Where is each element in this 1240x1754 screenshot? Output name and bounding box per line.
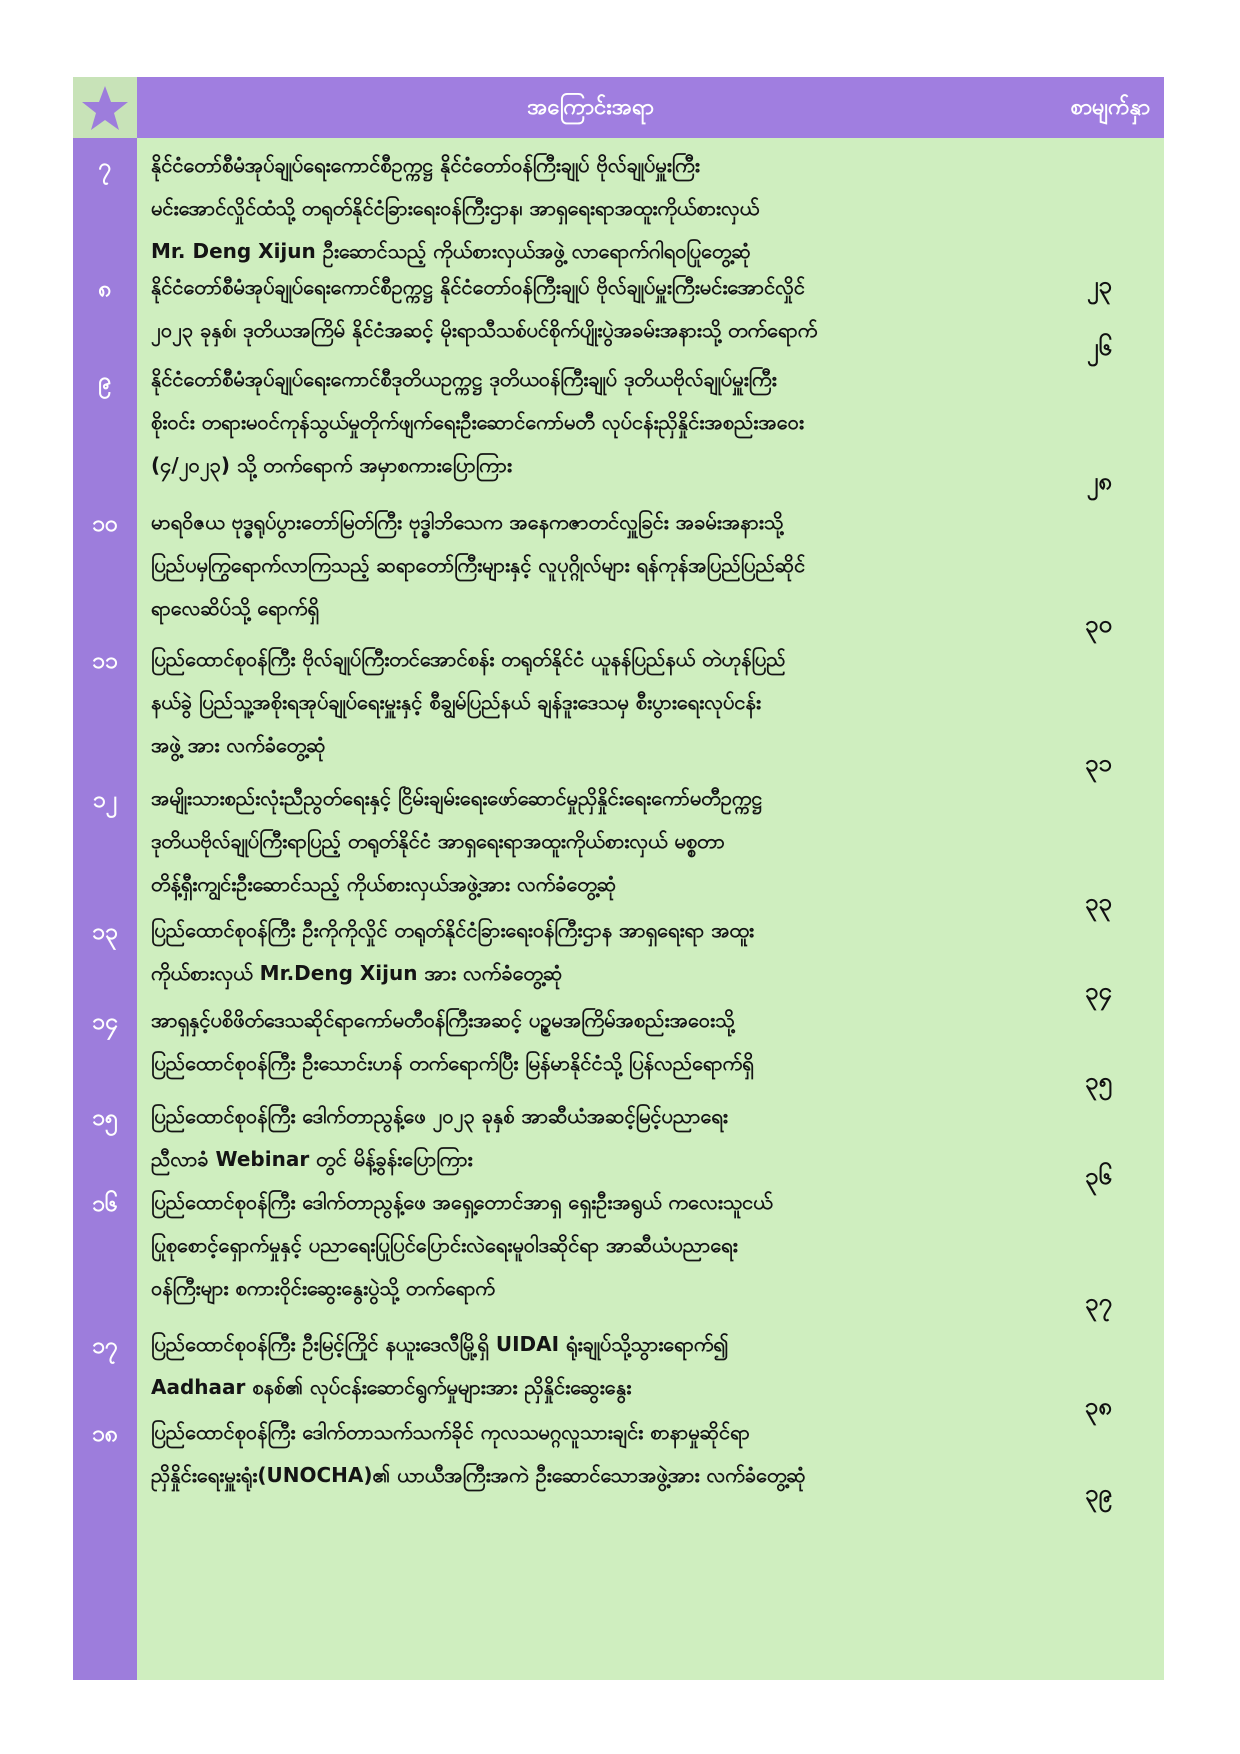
entry-page-number: ၃၅	[1085, 1067, 1112, 1095]
entry-title: နိုင်ငံတော်စီမံအုပ်ချုပ်ရေးကောင်စီဥက္ကဋ္ဌ နိုင်ငံတော်ဝန်ကြီးချုပ် ဗိုလ်ချုပ်မှူးကြီး မင်းအောင်လှိုင်ထံသို့ တရုတ်နိုင်ငံခြားရေးဝန်ကြီးဌာန၊ အာရှရေးရာအထူးကိုယ်စားလှယ် Mr. Deng Xijun ဦးဆောင်သည့် ကိုယ်စားလှယ်အဖွဲ့ လာရောက်ဂါရဝပြုတွေ့ဆုံ	[151, 153, 760, 263]
entry-title: ပြည်ထောင်စုဝန်ကြီး ဒေါက်တာသက်သက်ခိုင် ကုလသမဂ္ဂလူသားချင်း စာနာမှုဆိုင်ရာ ညှိနှိုင်းရေးမှူးရုံး(UNOCHA)၏ ယာယီအကြီးအကဲ ဦးဆောင်သောအဖွဲ့အား လက်ခံတွေ့ဆုံ	[151, 1420, 806, 1487]
entry-number: ၈	[98, 276, 112, 302]
entry-page-number: ၃၇	[1085, 1288, 1112, 1316]
entry-page-number: ၃၁	[1085, 749, 1112, 777]
star-icon	[80, 83, 130, 133]
entry-number: ၁၁	[92, 648, 118, 674]
entry-title: အမျိုးသားစည်းလုံးညီညွတ်ရေးနှင့် ငြိမ်းချမ်းရေးဖော်ဆောင်မှုညှိနှိုင်းရေးကော်မတီဥက္ကဋ္ဌ ဒုတိယဗိုလ်ချုပ်ကြီးရာပြည့် တရုတ်နိုင်ငံ အာရှရေးရာအထူးကိုယ်စားလှယ် မစ္စတာ တိန့်ရှီးကျွင်းဦးဆောင်သည့် ကိုယ်စားလှယ်အဖွဲ့အား လက်ခံတွေ့ဆုံ	[151, 786, 763, 896]
entry-number: ၁၀	[92, 511, 118, 537]
entry-page-number: ၂၃	[1086, 271, 1112, 299]
star-cell	[73, 77, 137, 138]
entry-title: ပြည်ထောင်စုဝန်ကြီး ဗိုလ်ချုပ်ကြီးတင်အောင်စန်း တရုတ်နိုင်ငံ ယူနန်ပြည်နယ် တဲဟုန်ပြည် နယ်ခွဲ ပြည်သူ့အစိုးရအုပ်ချုပ်ရေးမှူးနှင့် စီချွမ်ပြည်နယ် ချန်ဒူးဒေသမှ စီးပွားရေးလုပ်ငန်း အဖွဲ့ အား လက်ခံတွေ့ဆုံ	[151, 647, 786, 757]
entry-number: ၁၇	[92, 1333, 118, 1359]
entry-title: နိုင်ငံတော်စီမံအုပ်ချုပ်ရေးကောင်စီဥက္ကဋ္ဌ နိုင်ငံတော်ဝန်ကြီးချုပ် ဗိုလ်ချုပ်မှူးကြီးမင်းအောင်လှိုင် ၂၀၂၃ ခုနှစ်၊ ဒုတိယအကြိမ် နိုင်ငံအဆင့် မိုးရာသီသစ်ပင်စိုက်ပျိုးပွဲအခမ်းအနားသို့ တက်ရောက်	[151, 275, 818, 342]
entry-number: ၁၆	[92, 1191, 118, 1217]
entry-number: ၇	[98, 154, 112, 180]
entry-number: ၁၅	[92, 1105, 118, 1131]
entry-page-number: ၃၃	[1085, 888, 1112, 916]
entry-number: ၁၄	[92, 1009, 118, 1035]
entry-number: ၁၃	[92, 919, 118, 945]
entry-title: ပြည်ထောင်စုဝန်ကြီး ဦးမြင့်ကြိုင် နယူးဒေလီမြို့ရှိ UIDAI ရုံးချုပ်သို့သွားရောက်၍ Aadhaar စနစ်၏ လုပ်ငန်းဆောင်ရွက်မှုများအား ညှိနှိုင်းဆွေးနွေး	[151, 1332, 729, 1399]
entry-number: ၉	[98, 368, 112, 394]
table-of-contents	[73, 77, 1164, 1680]
entry-title: နိုင်ငံတော်စီမံအုပ်ချုပ်ရေးကောင်စီဒုတိယဥက္ကဋ္ဌ ဒုတိယဝန်ကြီးချုပ် ဒုတိယဗိုလ်ချုပ်မှူးကြီး စိုးဝင်း တရားမဝင်ကုန်သွယ်မှုတိုက်ဖျက်ရေးဦးဆောင်ကော်မတီ လုပ်ငန်းညှိနှိုင်းအစည်းအဝေး (၄/၂၀၂၃) သို့ တက်ရောက် အမှာစကားပြောကြား	[151, 367, 804, 477]
entry-page-number: ၂၆	[1086, 333, 1112, 361]
entry-page-number: ၃၀	[1085, 610, 1112, 638]
entry-page-number: ၃၈	[1084, 1392, 1112, 1420]
entry-page-number: ၃၉	[1085, 1479, 1112, 1507]
page-column-heading: စာမျက်နှာ	[1070, 95, 1150, 120]
entry-page-number: ၃၄	[1085, 977, 1112, 1005]
entry-title: ပြည်ထောင်စုဝန်ကြီး ဒေါက်တာညွန့်ဖေ အရှေ့တောင်အာရှ ရှေးဦးအရွယ် ကလေးသူငယ် ပြုစုစောင့်ရှောက်မှုနှင့် ပညာရေးပြုပြင်ပြောင်းလဲရေးမူဝါဒဆိုင်ရာ အာဆီယံပညာရေး ဝန်ကြီးများ စကားဝိုင်းဆွေးနွေးပွဲသို့ တက်ရောက်	[151, 1190, 773, 1300]
contents-heading: အကြောင်းအရာ	[527, 95, 654, 120]
header-bar	[137, 77, 1164, 138]
entry-page-number: ၃၆	[1085, 1162, 1112, 1190]
entry-title: မာရဝိဇယ ဗုဒ္ဓရုပ်ပွားတော်မြတ်ကြီး ဗုဒ္ဓါဘိသေက အနေကဇာတင်လှူခြင်း အခမ်းအနားသို့ ပြည်ပမှကြွရောက်လာကြသည့် ဆရာတော်ကြီးများနှင့် လူပုဂ္ဂိုလ်များ ရန်ကုန်အပြည်ပြည်ဆိုင် ရာလေဆိပ်သို့ ရောက်ရှိ	[151, 510, 806, 620]
entry-number: ၁၈	[91, 1421, 119, 1447]
entry-title: ပြည်ထောင်စုဝန်ကြီး ဒေါက်တာညွန့်ဖေ ၂၀၂၃ ခုနှစ် အာဆီယံအဆင့်မြင့်ပညာရေး ညီလာခံ Webinar တွင် မိန့်ခွန်းပြောကြား	[151, 1104, 728, 1171]
entry-title: အာရှနှင့်ပစိဖိတ်ဒေသဆိုင်ရာကော်မတီဝန်ကြီးအဆင့် ပဉ္စမအကြိမ်အစည်းအဝေးသို့ ပြည်ထောင်စုဝန်ကြီး ဦးသောင်းဟန် တက်ရောက်ပြီး မြန်မာနိုင်ငံသို့ ပြန်လည်ရောက်ရှိ	[151, 1008, 754, 1075]
toc-header	[73, 77, 1164, 138]
entry-title: ပြည်ထောင်စုဝန်ကြီး ဦးကိုကိုလှိုင် တရုတ်နိုင်ငံခြားရေးဝန်ကြီးဌာန အာရှရေးရာ အထူး ကိုယ်စားလှယ် Mr.Deng Xijun အား လက်ခံတွေ့ဆုံ	[151, 918, 754, 985]
entry-number: ၁၂	[92, 787, 118, 813]
entry-page-number: ၂၈	[1086, 467, 1112, 495]
